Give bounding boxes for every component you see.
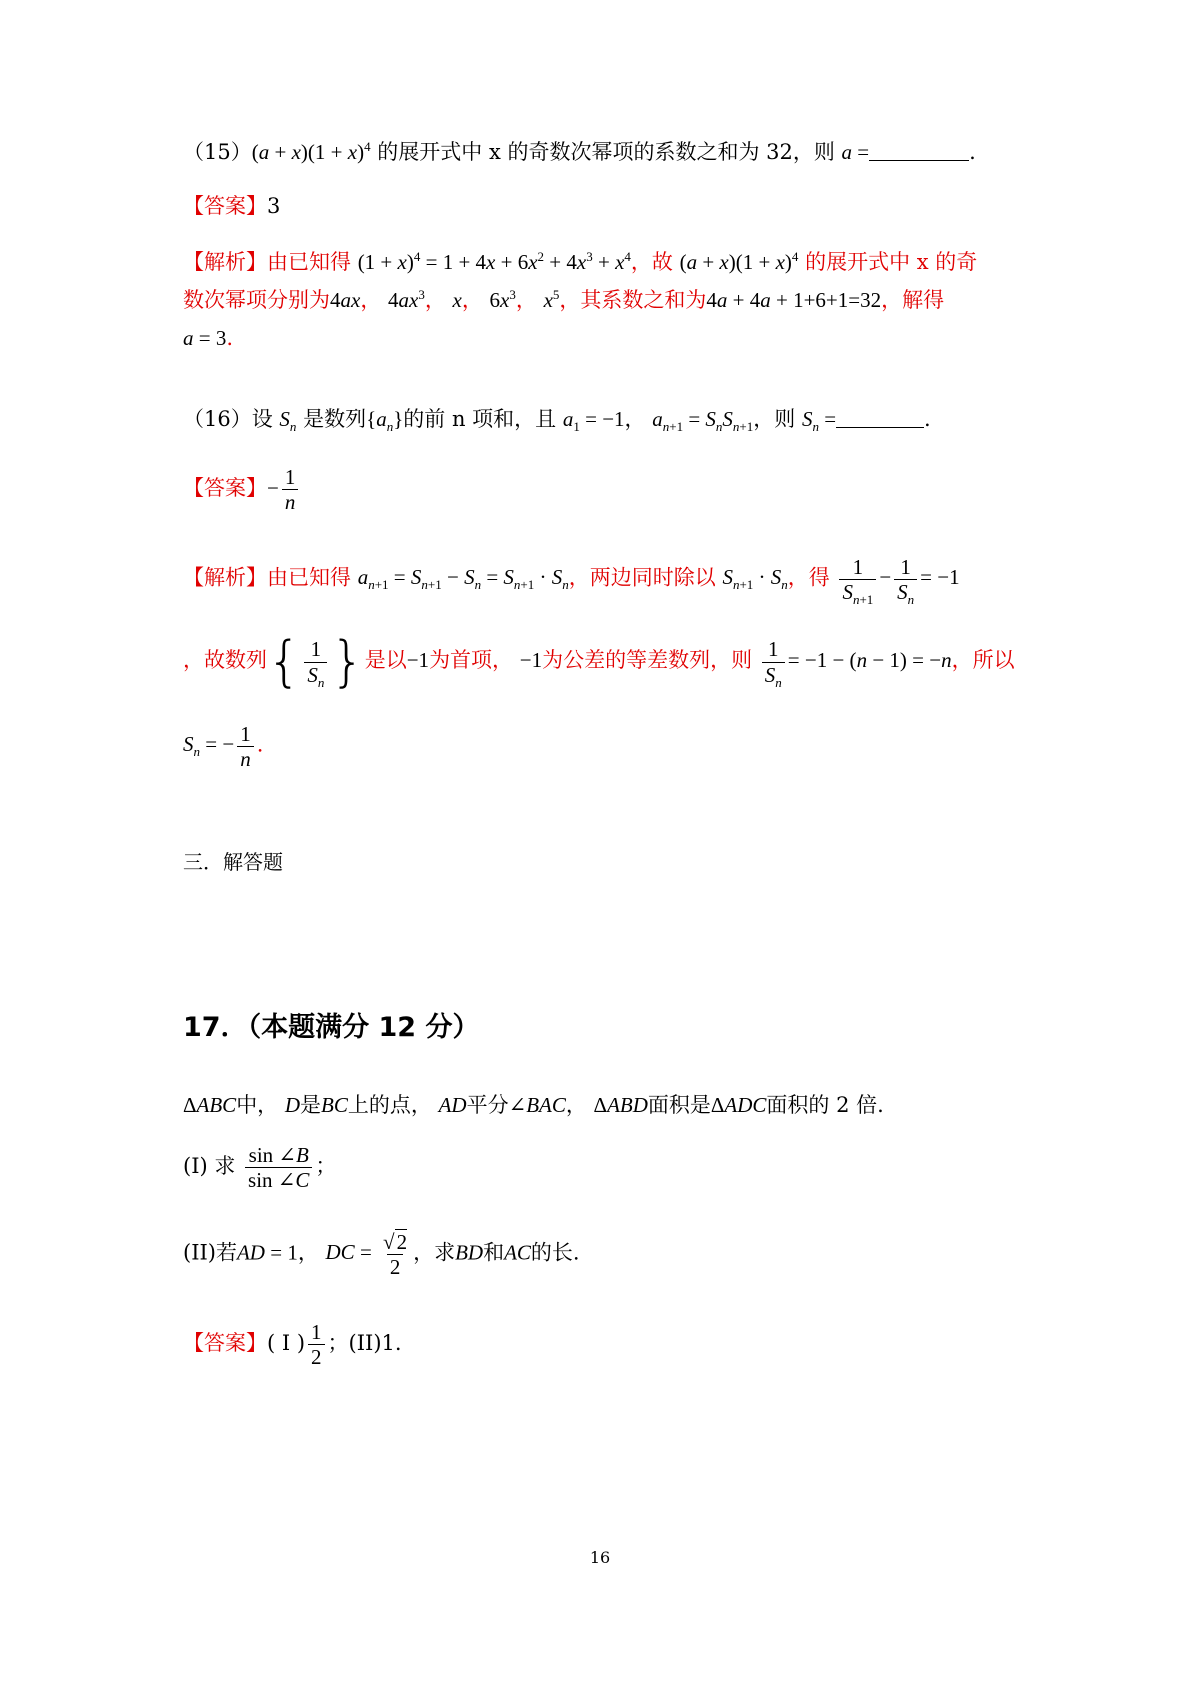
analysis-text: ，两边同时除以 — [568, 565, 716, 590]
analysis-text: 是以 — [364, 647, 407, 672]
analysis-text: 数次幂项分别为 — [183, 288, 330, 312]
question-15: $(15)(a + x)(1 + x)^4$ 的展开式中 x 的奇数次幂项的系数之和为 32，则 a = . — [183, 139, 976, 164]
answer-blank — [869, 142, 969, 161]
q17-answer: 【答案】( Ⅰ ) $\frac{1}{2}$ ；(II)1. — [183, 1320, 402, 1370]
question-text: 中， — [236, 1093, 279, 1117]
q16-analysis-line-1: 【解析】由已知得 $a_{n+1} = S_{n+1} - S_n = S_{n+1} \cdot S_n$，两边同时除以 $S_{n+1} \cdot S_n$，得 $\frac{1}{S_{n+1}}$ − $\frac{1}{S_n}$ = −1 — [183, 555, 960, 608]
question-text: 和 — [483, 1240, 505, 1265]
question-text: 面积的 2 倍. — [766, 1093, 884, 1117]
answer-label: 【答案】 — [183, 1331, 267, 1356]
analysis-label: 【解析】 — [183, 565, 267, 590]
q17-part-1: (I) 求 $\frac{\sin \angle B}{\sin \angle C}$ ； — [183, 1143, 337, 1193]
page-number: 16 — [589, 1548, 611, 1567]
answer-label: 【答案】 — [183, 194, 267, 218]
section-title: 三．解答题 — [183, 850, 283, 874]
answer-value: 3 — [267, 194, 281, 218]
q15-analysis: 【解析】由已知得 $(1 + x)^4 = 1 + 4x + 6x^2 + 4x^3 + x^4$，故 $(a + x)(1 + x)^4$ 的展开式中 x 的奇 数次幂项分别为4ax， $4ax^3$， x， $6x^3$， $x^5$，其系数之和为4a + 4a + 1+6+1=32，解得 a = 3. — [183, 249, 978, 350]
part-label: (I) 求 — [183, 1154, 236, 1179]
question-text: 是数列 — [303, 407, 367, 431]
q15-answer — [183, 191, 1023, 221]
answer-text: ；(II)1. — [327, 1331, 402, 1356]
analysis-text: ，得 — [787, 565, 830, 590]
part-label: (II)若 — [183, 1240, 237, 1265]
answer-label: 【答案】 — [183, 476, 267, 501]
question-number: （16） — [183, 407, 252, 431]
analysis-text: 由已知得 — [267, 565, 351, 590]
analysis-label: 【解析】 — [183, 250, 267, 274]
question-text: 上的点， — [347, 1093, 432, 1117]
question-text: ，求 — [413, 1240, 456, 1265]
analysis-text: ，所以 — [951, 647, 1015, 672]
q17-stem: ΔABC中， D是BC上的点， AD平分∠BAC， ΔABD面积是ΔADC面积的 2 倍. — [183, 1093, 884, 1117]
analysis-text: ，故数列 — [183, 647, 267, 672]
question-text: 的前 n 项和，且 — [403, 407, 557, 431]
question-17-heading: 17．（本题满分 12 分） — [183, 1012, 480, 1043]
analysis-text: ，其系数之和为 — [559, 288, 707, 312]
analysis-text: 的展开式中 x 的奇 — [805, 250, 978, 274]
answer-blank — [836, 409, 924, 428]
question-16: （16）设 $S_n$ 是数列$\{a_n\}$的前 n 项和，且 $a_1 = -1$， $a_{n+1} = S_nS_{n+1}$，则 $S_n$ = . — [183, 407, 931, 435]
q16-analysis-line-3: $S_n$ = − $\frac{1}{n}$ . — [183, 722, 264, 772]
analysis-text: ，故 — [630, 250, 673, 274]
analysis-text: 为公差的等差数列，则 — [542, 647, 753, 672]
question-text: 平分 — [466, 1093, 509, 1117]
q16-analysis-line-2: ，故数列{ $\frac{1}{S_n}$ }是以−1为首项， −1为公差的等差数列，则 $\frac{1}{S_n}$ = −1 − (n − 1) = −n，所以 — [183, 630, 1015, 693]
q16-answer: 【答案】− $\frac{1}{n}$ — [183, 465, 1023, 514]
q17-part-2: (II)若AD = 1， DC = $\frac{√2}{2}$ ，求BD和AC的长. — [183, 1230, 580, 1280]
answer-text: ( Ⅰ ) — [267, 1331, 306, 1356]
question-text: 的展开式中 x 的奇数次幂项的系数之和为 32，则 — [377, 140, 835, 164]
question-text: 是 — [300, 1093, 322, 1117]
analysis-text: 由已知得 — [267, 250, 351, 274]
analysis-text: ，解得 — [881, 288, 945, 312]
question-text: 的长. — [530, 1240, 580, 1265]
question-text: 面积是 — [647, 1093, 711, 1117]
question-text: ，则 — [753, 407, 796, 431]
analysis-text: 为首项， — [429, 647, 514, 672]
question-number: （15） — [183, 140, 252, 164]
question-text: 设 — [251, 407, 273, 431]
